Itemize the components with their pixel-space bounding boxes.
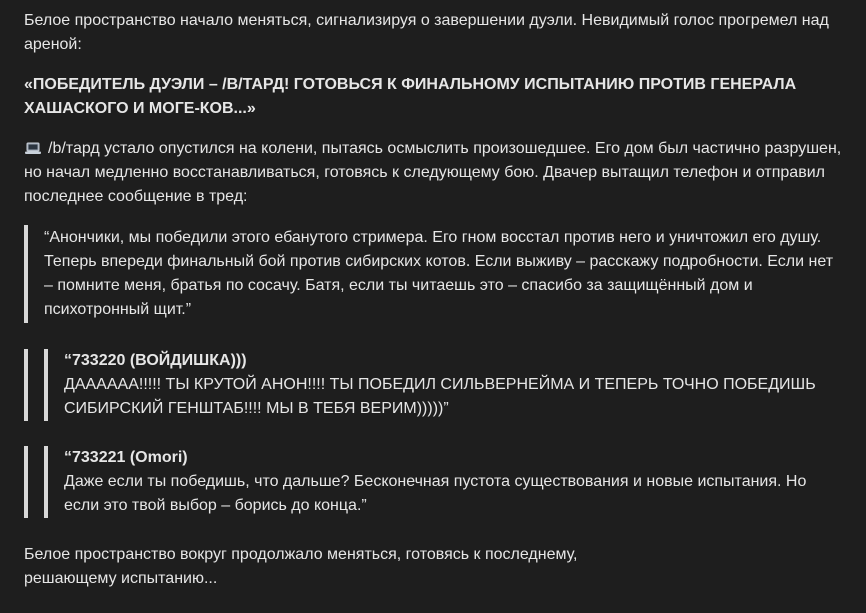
laptop-icon <box>24 142 42 154</box>
reply-body: Даже если ты победишь, что дальше? Бесконечная пустота существования и новые испытания. Но если это твой выбор – борись до конца.” <box>64 473 807 514</box>
nested-quote-733221 <box>44 446 842 518</box>
blockquote-reply-733221 <box>24 446 842 518</box>
quote-text: “Анончики, мы победили этого ебанутого стримера. Его гном восстал против него и уничтожил его душу. Теперь впереди финальный бой против сибирских котов. Если выживу – расскажу подробности. Если нет – помните меня, братья по сосачу. Батя, если ты читаешь это – спасибо за защищённый дом и психотронный щит.” <box>44 229 834 318</box>
blockquote-main <box>24 225 842 323</box>
nested-quote-733220 <box>44 349 842 421</box>
narration-paragraph <box>24 137 842 209</box>
reply-header: “733221 (Omori) <box>64 449 188 466</box>
announcement-paragraph: «ПОБЕДИТЕЛЬ ДУЭЛИ – /B/ТАРД! ГОТОВЬСЯ К ФИНАЛЬНОМУ ИСПЫТАНИЮ ПРОТИВ ГЕНЕРАЛА ХАШАСКОГО И МОГЕ-КОВ...» <box>24 76 797 117</box>
reply-body: ДАААААА!!!!! ТЫ КРУТОЙ АНОН!!!! ТЫ ПОБЕДИЛ СИЛЬВЕРНЕЙМА И ТЕПЕРЬ ТОЧНО ПОБЕДИШЬ СИБИРСКИЙ ГЕНШТАБ!!!! МЫ В ТЕБЯ ВЕРИМ)))))” <box>64 376 816 417</box>
narration-text: /b/тард устало опустился на колени, пытаясь осмыслить произошедшее. Его дом был частично разрушен, но начал медленно восстанавливаться, готовясь к следующему бою. Двачер вытащил телефон и отправил последнее сообщение в тред: <box>24 140 842 205</box>
ending-paragraph: Белое пространство вокруг продолжало меняться, готовясь к последнему, решающему испытанию... <box>24 546 578 587</box>
intro-paragraph: Белое пространство начало меняться, сигнализируя о завершении дуэли. Невидимый голос прогремел над ареной: <box>24 12 829 53</box>
reply-header: “733220 (ВОЙДИШКА))) <box>64 352 247 369</box>
blockquote-reply-733220 <box>24 349 842 421</box>
